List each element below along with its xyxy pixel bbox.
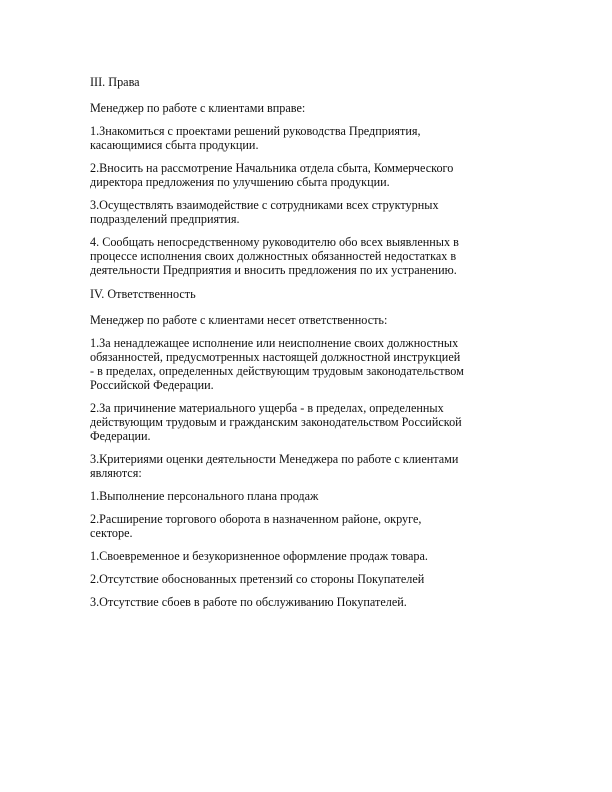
rights-intro (90, 101, 526, 115)
para-line: действующим трудовым и гражданским законодательством Российской (90, 415, 462, 429)
document-body (90, 75, 526, 618)
criteria-item-3 (90, 549, 526, 563)
para-line: Федерации. (90, 429, 151, 443)
para-line: 4. Сообщать непосредственному руководителю обо всех выявленных в (90, 235, 459, 249)
para-line: 3.Критериями оценки деятельности Менеджера по работе с клиентами (90, 452, 459, 466)
heading-line: III. Права (90, 75, 140, 89)
para-line: 1.За ненадлежащее исполнение или неисполнение своих должностных (90, 336, 459, 350)
para-line: 1.Своевременное и безукоризненное оформление продаж товара. (90, 549, 428, 563)
para-line: Менеджер по работе с клиентами несет ответственность: (90, 313, 388, 327)
para-line: подразделений предприятия. (90, 212, 240, 226)
rights-item-2 (90, 161, 526, 189)
responsibility-intro (90, 313, 526, 327)
para-line: Менеджер по работе с клиентами вправе: (90, 101, 306, 115)
heading-line: IV. Ответственность (90, 287, 196, 301)
rights-item-1 (90, 124, 526, 152)
para-line: процессе исполнения своих должностных обязанностей недостатках в (90, 249, 457, 263)
responsibility-item-1 (90, 336, 526, 392)
para-line: обязанностей, предусмотренных настоящей должностной инструкцией (90, 350, 461, 364)
para-line: Российской Федерации. (90, 378, 214, 392)
para-line: 2.Вносить на рассмотрение Начальника отдела сбыта, Коммерческого (90, 161, 454, 175)
para-line: 3.Отсутствие сбоев в работе по обслуживанию Покупателей. (90, 595, 407, 609)
para-line: 2.Расширение торгового оборота в назначенном районе, округе, (90, 512, 422, 526)
para-line: секторе. (90, 526, 133, 540)
rights-item-3 (90, 198, 526, 226)
criteria-item-2 (90, 512, 526, 540)
para-line: 1.Выполнение персонального плана продаж (90, 489, 319, 503)
criteria-item-5 (90, 595, 526, 609)
para-line: 3.Осуществлять взаимодействие с сотрудниками всех структурных (90, 198, 439, 212)
responsibility-item-2 (90, 401, 526, 443)
para-line: касающимися сбыта продукции. (90, 138, 259, 152)
para-line: 1.Знакомиться с проектами решений руководства Предприятия, (90, 124, 421, 138)
section-heading-responsibility (90, 287, 526, 301)
rights-item-4 (90, 235, 526, 277)
para-line: директора предложения по улучшению сбыта продукции. (90, 175, 390, 189)
criteria-intro (90, 452, 526, 480)
para-line: 2.Отсутствие обоснованных претензий со стороны Покупателей (90, 572, 425, 586)
criteria-item-1 (90, 489, 526, 503)
section-heading-rights (90, 75, 526, 89)
para-line: являются: (90, 466, 142, 480)
para-line: деятельности Предприятия и вносить предложения по их устранению. (90, 263, 457, 277)
para-line: - в пределах, определенных действующим трудовым законодательством (90, 364, 464, 378)
criteria-item-4 (90, 572, 526, 586)
para-line: 2.За причинение материального ущерба - в пределах, определенных (90, 401, 444, 415)
